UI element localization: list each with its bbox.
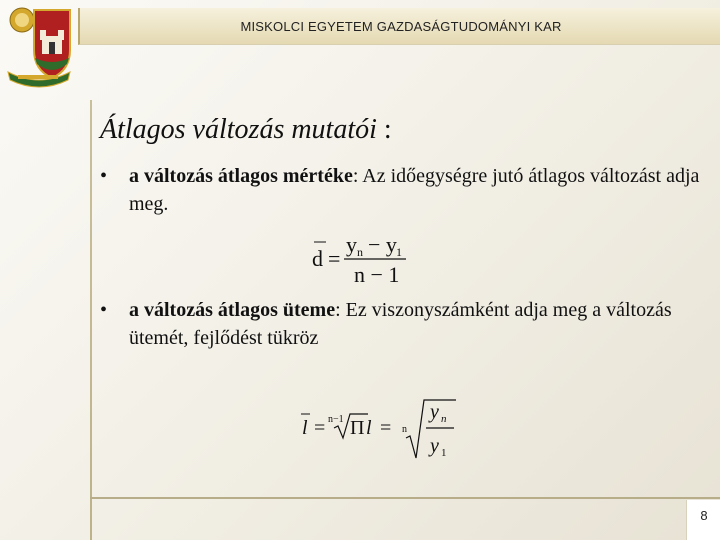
formula2-eq2: =: [380, 417, 392, 439]
formula2-root-index2: n: [402, 424, 407, 435]
formula1-numerator: y: [346, 232, 357, 257]
formula2-lhs: l: [302, 417, 308, 439]
left-divider: [90, 100, 92, 540]
bullet2-term: a változás átlagos üteme: [129, 299, 336, 321]
slide-title: [100, 114, 392, 146]
bullet-average-change: [100, 162, 700, 218]
bullet-average-rate: [100, 296, 700, 352]
formula2-eq1: =: [314, 417, 326, 439]
slide-title-suffix: :: [376, 114, 392, 145]
bullet-dot: •: [100, 165, 108, 187]
header-bar: [78, 8, 720, 45]
bullet1-term: a változás átlagos mértéke: [129, 165, 353, 187]
page-number-box: [686, 500, 720, 540]
bullet-dot: •: [100, 299, 108, 321]
formula1-eq: =: [328, 246, 341, 271]
formula1-lhs: d: [312, 246, 323, 271]
formula2-root-index: n−1: [328, 414, 344, 425]
university-crest-logo: [4, 2, 74, 90]
formula1-sub-n: n: [357, 245, 363, 259]
slide-title-main: Átlagos változás mutatói: [100, 114, 377, 145]
formula2-product: Π: [350, 417, 365, 439]
formula-average-rate: [298, 396, 458, 462]
formula2-den-sub: 1: [441, 447, 447, 459]
formula2-l: l: [366, 417, 372, 439]
formula1-denominator: n − 1: [354, 262, 400, 287]
formula1-minus: − y: [368, 232, 397, 257]
page-number: 8: [700, 508, 708, 523]
bullet2-definition: : Ez viszonyszámként adja meg a változás ütemét, fejlődést tükröz: [129, 299, 672, 349]
header-title: MISKOLCI EGYETEM GAZDASÁGTUDOMÁNYI KAR: [240, 19, 562, 34]
formula2-num: y: [430, 401, 439, 423]
formula1-sub-1: 1: [396, 245, 402, 259]
bullet1-definition: : Az időegységre jutó átlagos változást adja meg.: [129, 165, 700, 215]
formula2-num-sub: n: [441, 413, 447, 425]
bottom-divider: [90, 497, 720, 499]
formula2-den: y: [430, 435, 439, 457]
formula-average-change: [308, 228, 418, 292]
